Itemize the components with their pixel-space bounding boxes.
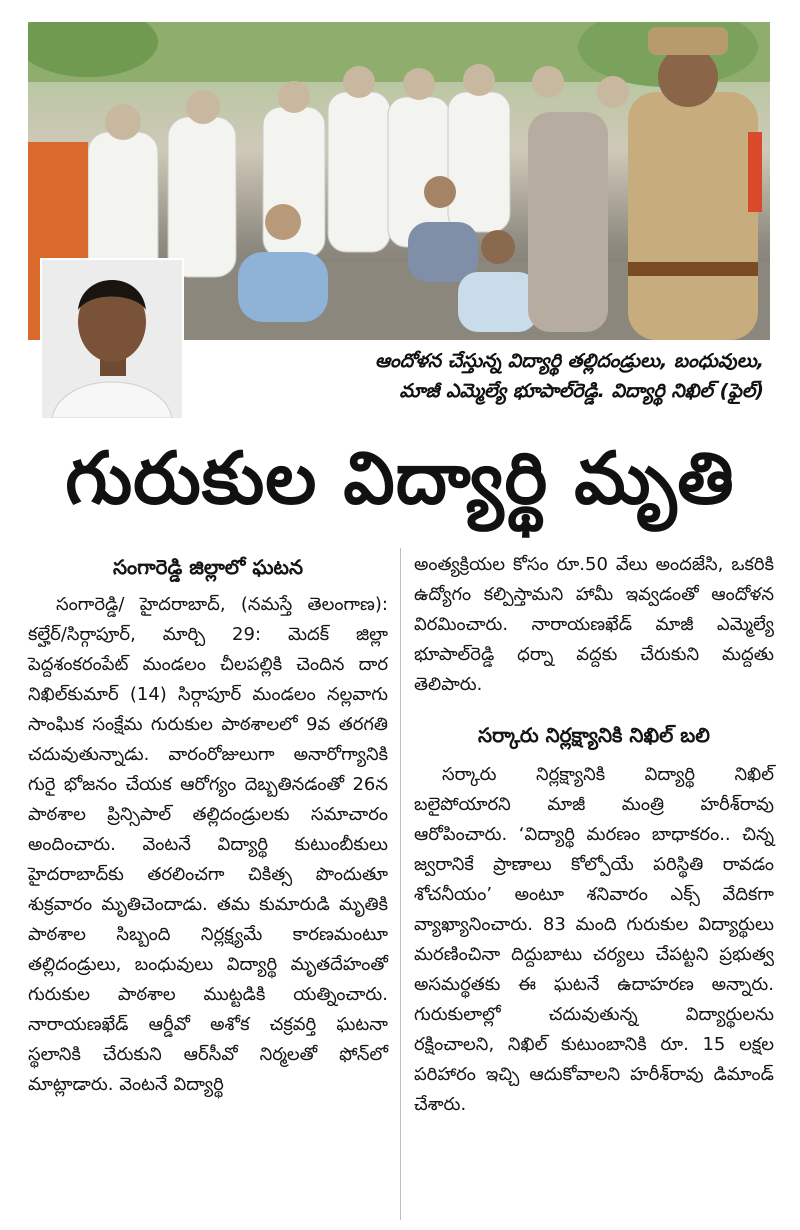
headline: గురుకుల విద్యార్థి మృతి [65, 436, 735, 520]
left-subhead: సంగారెడ్డి జిల్లాలో ఘటన [113, 555, 303, 579]
caption-line-1: ఆందోళన చేస్తున్న విద్యార్థి తల్లిదండ్రులు, బంధువులు, [375, 350, 764, 372]
student-portrait-illustration [42, 260, 182, 418]
right-paragraph-1: అంత్యక్రియల కోసం రూ.50 వేలు అందజేసి, ఒకరికి ఉద్యోగం కల్పిస్తామని హామీ ఇవ్వడంతో ఆందోళన విరమించారు. నారాయణఖేడ్ మాజీ ఎమ్మెల్యే భూపాల్‌రెడ్డి ధర్నా వద్దకు చేరుకుని మద్దతు తెలిపారు. [414, 554, 774, 695]
photo-caption [214, 346, 764, 406]
right-subhead: సర్కారు నిర్లక్ష్యానికి నిఖిల్ బలి [478, 723, 710, 747]
left-column [28, 550, 388, 1100]
left-paragraph: సంగారెడ్డి/ హైదరాబాద్, (నమస్తే తెలంగాణ): కల్హేర్/సిర్గాపూర్, మార్చి 29: మెదక్ జిల్లా పెద్దశంకరంపేట్ మండలం చీలపల్లికి చెందిన దార నిఖిల్‌కుమార్ (14) సిర్గాపూర్ మండలం నల్లవాగు సాంఘిక సంక్షేమ గురుకుల పాఠశాలలో 9వ తరగతి చదువుతున్నాడు. వారంరోజులుగా అనారోగ్యానికి గురై భోజనం చేయక ఆరోగ్యం దెబ్బతినడంతో 26న పాఠశాల ప్రిన్సిపాల్ తల్లిదండ్రులకు సమాచారం అందించారు. వెంటనే విద్యార్థి కుటుంబీకులు హైదరాబాద్‌కు తరలించగా చికిత్స పొందుతూ శుక్రవారం మృతిచెందాడు. తమ కుమారుడి మృతికి పాఠశాల సిబ్బంది నిర్లక్ష్యమే కారణమంటూ తల్లిదండ్రులు, బంధువులు విద్యార్థి మృతదేహంతో గురుకుల పాఠశాల ముట్టడికి యత్నించారు. నారాయణఖేడ్ ఆర్డీవో అశోక చక్రవర్తి ఘటనా స్థలానికి చేరుకుని ఆర్‌సీవో నిర్మలతో ఫోన్‌లో మాట్లాడారు. వెంటనే విద్యార్థి [28, 594, 388, 1095]
plaid-shirt-man [528, 112, 608, 332]
column-divider [400, 548, 401, 1220]
caption-line-2: మాజీ ఎమ్మెల్యే భూపాల్‌రెడ్డి. విద్యార్థి నిఖిల్ (ఫైల్) [399, 380, 764, 402]
right-paragraph-2: సర్కారు నిర్లక్ష్యానికి విద్యార్థి నిఖిల్ బలైపోయారని మాజీ మంత్రి హరీశ్‌రావు ఆరోపించారు. ‘విద్యార్థి మరణం బాధాకరం.. చిన్న జ్వరానికే ప్రాణాలు కోల్పోయే పరిస్థితి రావడం శోచనీయం’ అంటూ శనివారం ఎక్స్ వేదికగా వ్యాఖ్యానించారు. 83 మంది గురుకుల విద్యార్థులు మరణించినా దిద్దుబాటు చర్యలు చేపట్టని ప్రభుత్వ అసమర్థతకు ఈ ఘటనే ఉదాహరణ అన్నారు. గురుకులాల్లో చదువుతున్న విద్యార్థులను రక్షించాలని, నిఖిల్ కుటుంబానికి రూ. 15 లక్షల పరిహారం ఇచ్చి ఆదుకోవాలని హరీశ్‌రావు డిమాండ్ చేశారు. [414, 764, 774, 1115]
student-portrait [40, 258, 184, 420]
right-column [414, 550, 774, 1120]
